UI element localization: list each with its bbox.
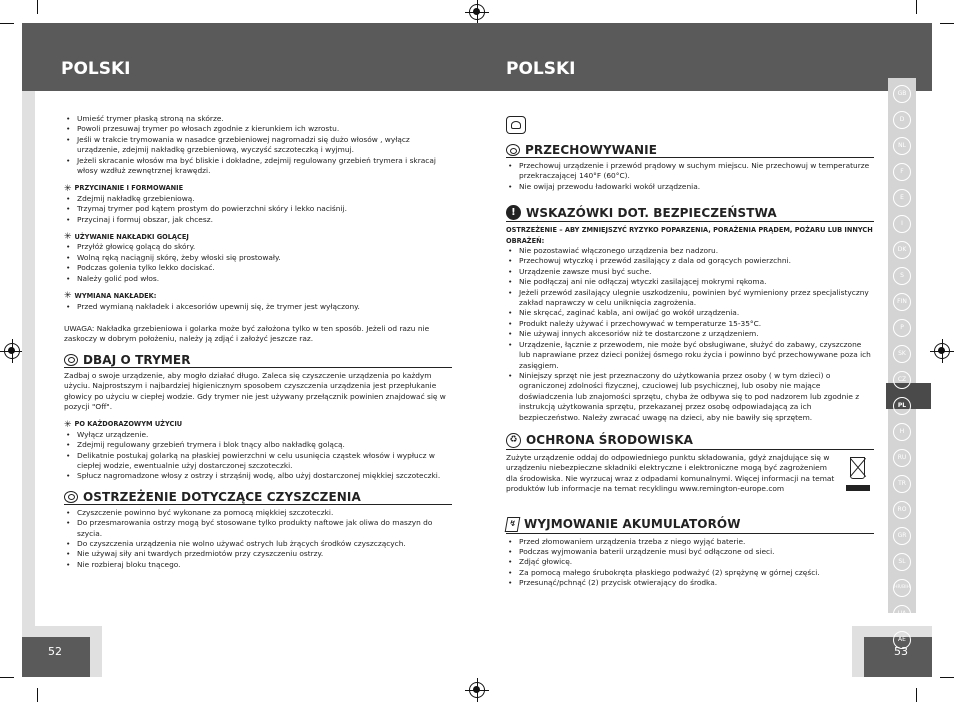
care-text: Zadbaj o swoje urządzenie, aby mogło działać długo. Zaleca się czyszczenie urządzenia po każdym użyciu. Najprostszym i najbardziej higienicznym sposobem czyszczenia urządzenia jest przepłukanie głowicy po użyciu w ciepłej wodzie. Gdy trymer nie jest używany przełącznik powinien znajdować się w pozycji "Off". bbox=[64, 370, 446, 411]
list-item: • Jeżeli przewód zasilający ulegnie uszkodzeniu, powinien być wymieniony przez specjalistyczny zakład naprawczy w celu uniknięcia zagrożenia. bbox=[519, 288, 874, 309]
crop-mark bbox=[916, 0, 917, 14]
battery-list bbox=[506, 537, 874, 589]
page-number: 53 bbox=[894, 645, 908, 658]
list-item: • Przechowuj wtyczkę i przewód zasilający z dala od gorących powierzchni. bbox=[519, 256, 874, 266]
list-item: • Za pomocą małego śrubokręta płaskiego podważyć (2) sprężynę w górnej części. bbox=[519, 568, 874, 578]
list-item: • Zdjąć głowicę. bbox=[519, 557, 874, 567]
environment-block bbox=[506, 453, 874, 495]
list-item: • Urządzenie zawsze musi być suche. bbox=[519, 267, 874, 277]
crop-mark bbox=[940, 677, 954, 678]
registration-mark-icon bbox=[469, 4, 485, 20]
subsection-heading bbox=[64, 232, 452, 242]
safety-list bbox=[506, 246, 874, 423]
section-heading-battery bbox=[506, 517, 874, 534]
crop-mark bbox=[37, 688, 38, 702]
list-item: • Przed złomowaniem urządzenia trzeba z niego wyjąć baterie. bbox=[519, 537, 874, 547]
recycle-icon: ♻ bbox=[506, 433, 521, 448]
attachments-list bbox=[64, 302, 452, 312]
language-tab[interactable]: SK bbox=[893, 345, 911, 363]
left-column bbox=[64, 114, 452, 570]
list-item: • Zdejmij nakładkę grzebieniową. bbox=[77, 194, 452, 204]
list-item: • Do czyszczenia urządzenia nie wolno używać ostrych lub żrących środków czyszczących. bbox=[77, 539, 452, 549]
subsection-title: PO KAŻDORAZOWYM UŻYCIU bbox=[74, 420, 183, 429]
product-icon bbox=[506, 116, 526, 134]
registration-mark-icon bbox=[934, 343, 950, 359]
section-title: WSKAZÓWKI DOT. BEZPIECZEŃSTWA bbox=[526, 205, 777, 220]
list-item: • Jeśli w trakcie trymowania w nasadce grzebieniowej nagromadzi się dużo włosów , wyłącz urządzenie, zdejmij nakładkę grzebieniową, wyczyść szczoteczką i wyjmuj. bbox=[77, 135, 452, 156]
list-item: • Jeżeli skracanie włosów ma być bliskie i dokładne, zdejmij regulowany grzebień trymera i skracaj włosy wzdłuż zewnętrznej krawędzi. bbox=[77, 156, 452, 177]
list-item: • Nie rozbieraj bloku tnącego. bbox=[77, 560, 452, 570]
list-item: • Wyłącz urządzenie. bbox=[77, 430, 452, 440]
list-item: • Powoli przesuwaj trymer po włosach zgodnie z kierunkiem ich wzrostu. bbox=[77, 124, 452, 134]
language-tab[interactable]: GB bbox=[893, 85, 911, 103]
list-item: • Podczas wyjmowania baterii urządzenie musi być odłączone od sieci. bbox=[519, 547, 874, 557]
list-item: • Spłucz nagromadzone włosy z ostrzy i strząśnij wodę, albo użyj dostarczonej miękkiej szczoteczki. bbox=[77, 471, 452, 481]
list-item: • Podczas golenia tylko lekko dociskać. bbox=[77, 263, 452, 273]
page-title: POLSKI bbox=[61, 59, 131, 79]
eye-icon bbox=[506, 144, 520, 156]
language-tab[interactable]: NL bbox=[893, 137, 911, 155]
shaver-list bbox=[64, 242, 452, 284]
safety-warning: OSTRZEŻENIE – ABY ZMNIEJSZYĆ RYZYKO POPARZENIA, PORAŻENIA PRĄDEM, POŻARU LUB INNYCH OBRAŻEŃ: bbox=[506, 226, 873, 245]
language-tab[interactable]: H bbox=[893, 423, 911, 441]
list-item: • Wolną ręką naciągnij skórę, żeby włoski się prostowały. bbox=[77, 253, 452, 263]
list-item: • Nie podłączaj ani nie odłączaj wtyczki zasilającej mokrymi rękoma. bbox=[519, 277, 874, 287]
language-tab[interactable]: P bbox=[893, 319, 911, 337]
language-tab[interactable]: TR bbox=[893, 475, 911, 493]
page-number-box bbox=[22, 637, 90, 677]
section-heading-environment bbox=[506, 433, 874, 450]
section-title: DBAJ O TRYMER bbox=[83, 352, 191, 367]
right-column bbox=[506, 116, 874, 589]
crop-mark bbox=[37, 0, 38, 14]
list-item: • Należy golić pod włos. bbox=[77, 274, 452, 284]
list-item: • Przycinaj i formuj obszar, jak chcesz. bbox=[77, 215, 452, 225]
language-tab[interactable]: FIN bbox=[893, 293, 911, 311]
list-item: • Zdejmij regulowany grzebień trymera i blok tnący albo nakładkę golącą. bbox=[77, 440, 452, 450]
list-item: • Urządzenie, łącznie z przewodem, nie może być obsługiwane, służyć do zabawy, czyszczone lub naprawiane przez dzieci poniżej ósmego roku życia i powinno być przechowywane poza ich zasięgiem. bbox=[519, 340, 874, 371]
language-tab[interactable]: S bbox=[893, 267, 911, 285]
language-tabs bbox=[892, 85, 912, 657]
eye-icon bbox=[64, 354, 78, 366]
crop-mark bbox=[0, 677, 14, 678]
list-item: • Nie używaj innych akcesoriów niż te dostarczone z urządzeniem. bbox=[519, 329, 874, 339]
list-item: • Czyszczenie powinno być wykonane za pomocą miękkiej szczoteczki. bbox=[77, 508, 452, 518]
list-item: • Przyłóż głowicę golącą do skóry. bbox=[77, 242, 452, 252]
intro-list bbox=[64, 114, 452, 176]
list-item: • Nie pozostawiać włączonego urządzenia bez nadzoru. bbox=[519, 246, 874, 256]
list-item: • Przechowuj urządzenie i przewód prądowy w suchym miejscu. Nie przechowuj w temperaturze przekraczającej 140°F (60°C). bbox=[519, 161, 874, 182]
trimming-list bbox=[64, 194, 452, 225]
list-item: • Przesunąć/pchnąć (2) przycisk otwierający do środka. bbox=[519, 578, 874, 588]
crop-mark bbox=[0, 23, 14, 24]
crossed-bin-icon bbox=[846, 453, 870, 493]
language-tab[interactable]: UA bbox=[893, 605, 911, 623]
language-tab[interactable]: SL bbox=[893, 553, 911, 571]
subsection-title: PRZYCINANIE I FORMOWANIE bbox=[74, 184, 184, 193]
asterisk-icon: ✳ bbox=[64, 419, 72, 430]
section-heading-storage bbox=[506, 144, 874, 158]
language-tab[interactable]: E bbox=[893, 189, 911, 207]
section-title: OSTRZEŻENIE DOTYCZĄCE CZYSZCZENIA bbox=[83, 489, 361, 504]
list-item: • Przed wymianą nakładek i akcesoriów upewnij się, że trymer jest wyłączony. bbox=[77, 302, 452, 312]
language-tab[interactable]: RU bbox=[893, 449, 911, 467]
storage-list bbox=[506, 161, 874, 192]
subsection-heading bbox=[64, 419, 452, 429]
list-item: • Nie skręcać, zaginać kabla, ani owijać go wokół urządzenia. bbox=[519, 308, 874, 318]
warning-icon: ! bbox=[506, 205, 521, 220]
section-title: PRZECHOWYWANIE bbox=[525, 142, 657, 157]
asterisk-icon: ✳ bbox=[64, 291, 72, 302]
section-title: OCHRONA ŚRODOWISKA bbox=[526, 433, 693, 448]
cleaning-list bbox=[64, 508, 452, 570]
language-tab[interactable]: RO bbox=[893, 501, 911, 519]
registration-mark-icon bbox=[4, 343, 20, 359]
left-header-bar bbox=[22, 23, 478, 91]
subsection-title: UŻYWANIE NAKŁADKI GOLĄCEJ bbox=[74, 233, 189, 242]
subsection-title: WYMIANA NAKŁADEK: bbox=[74, 292, 157, 301]
after-use-list bbox=[64, 430, 452, 482]
list-item: • Produkt należy używać i przechowywać w temperaturze 15-35°C. bbox=[519, 319, 874, 329]
language-tab[interactable]: GR bbox=[893, 527, 911, 545]
language-tab[interactable]: HR/BIH bbox=[893, 579, 911, 597]
section-heading-care bbox=[64, 354, 452, 368]
language-tab[interactable]: DK bbox=[893, 241, 911, 259]
page-number: 52 bbox=[48, 645, 62, 658]
list-item: • Niniejszy sprzęt nie jest przeznaczony do użytkowania przez osoby ( w tym dzieci) o ograniczonej zdolności fizycznej, czuciowej lub psychicznej, lub osoby nie mające doświadczenia lub znajomości sprzętu, chyba że odbywa się to pod nadzorem lub zgodnie z instrukcją użytkowania sprzętu, przekazanej przez osobę odpowiadającą za ich bezpieczeństwo. Należy zwracać uwagę na dzieci, aby nie bawiły się sprzętem. bbox=[519, 371, 874, 423]
asterisk-icon: ✳ bbox=[64, 183, 72, 194]
section-heading-cleaning bbox=[64, 491, 452, 505]
section-heading-safety bbox=[506, 205, 874, 222]
language-tab[interactable]: F bbox=[893, 163, 911, 181]
language-tab[interactable]: I bbox=[893, 215, 911, 233]
note-text: UWAGA: Nakładka grzebieniowa i golarka może być założona tylko w ten sposób. Jeżeli od razu nie zaskoczy w dobrym położeniu, należy ją zdjąć i założyć jeszcze raz. bbox=[64, 323, 430, 344]
list-item: • Delikatnie postukaj golarką na płaskiej powierzchni w celu usunięcia cząstek włosów i wypłucz w ciepłej wodzie, ewentualnie użyj dostarczonej szczoteczki. bbox=[77, 451, 452, 472]
list-item: • Nie używaj siły ani twardych przedmiotów przy czyszczeniu ostrzy. bbox=[77, 549, 452, 559]
language-tab-active[interactable]: PL bbox=[893, 397, 911, 415]
battery-icon: ↯ bbox=[505, 517, 521, 532]
language-tab[interactable]: AE bbox=[893, 631, 911, 649]
crop-mark bbox=[940, 23, 954, 24]
list-item: • Do przesmarowania ostrzy mogą być stosowane tylko produkty naftowe jak oliwa do maszyn do szycia. bbox=[77, 518, 452, 539]
list-item: • Umieść trymer płaską stroną na skórze. bbox=[77, 114, 452, 124]
page-title: POLSKI bbox=[506, 59, 576, 79]
registration-mark-icon bbox=[469, 682, 485, 698]
environment-text: Zużyte urządzenie oddaj do odpowiedniego punktu składowania, gdyż znajdujące się w urządzeniu niebezpieczne składniki elektryczne i elektroniczne mogą być zagrożeniem dla środowiska. Nie wyrzucaj wraz z odpadami komunalnymi. Więcej informacji na temat produktów lub informacje na temat recyklingu www.remington-europe.com bbox=[506, 452, 835, 494]
list-item: • Nie owijaj przewodu ładowarki wokół urządzenia. bbox=[519, 182, 874, 192]
asterisk-icon: ✳ bbox=[64, 232, 72, 243]
subsection-heading bbox=[64, 291, 452, 301]
language-tab[interactable]: D bbox=[893, 111, 911, 129]
right-header-bar bbox=[478, 23, 932, 91]
section-title: WYJMOWANIE AKUMULATORÓW bbox=[524, 516, 741, 531]
left-side-bar bbox=[22, 91, 35, 637]
language-tab[interactable]: CZ bbox=[893, 371, 911, 389]
subsection-heading bbox=[64, 183, 452, 193]
list-item: • Trzymaj trymer pod kątem prostym do powierzchni skóry i lekko naciśnij. bbox=[77, 204, 452, 214]
crop-mark bbox=[916, 688, 917, 702]
eye-icon bbox=[64, 491, 78, 503]
